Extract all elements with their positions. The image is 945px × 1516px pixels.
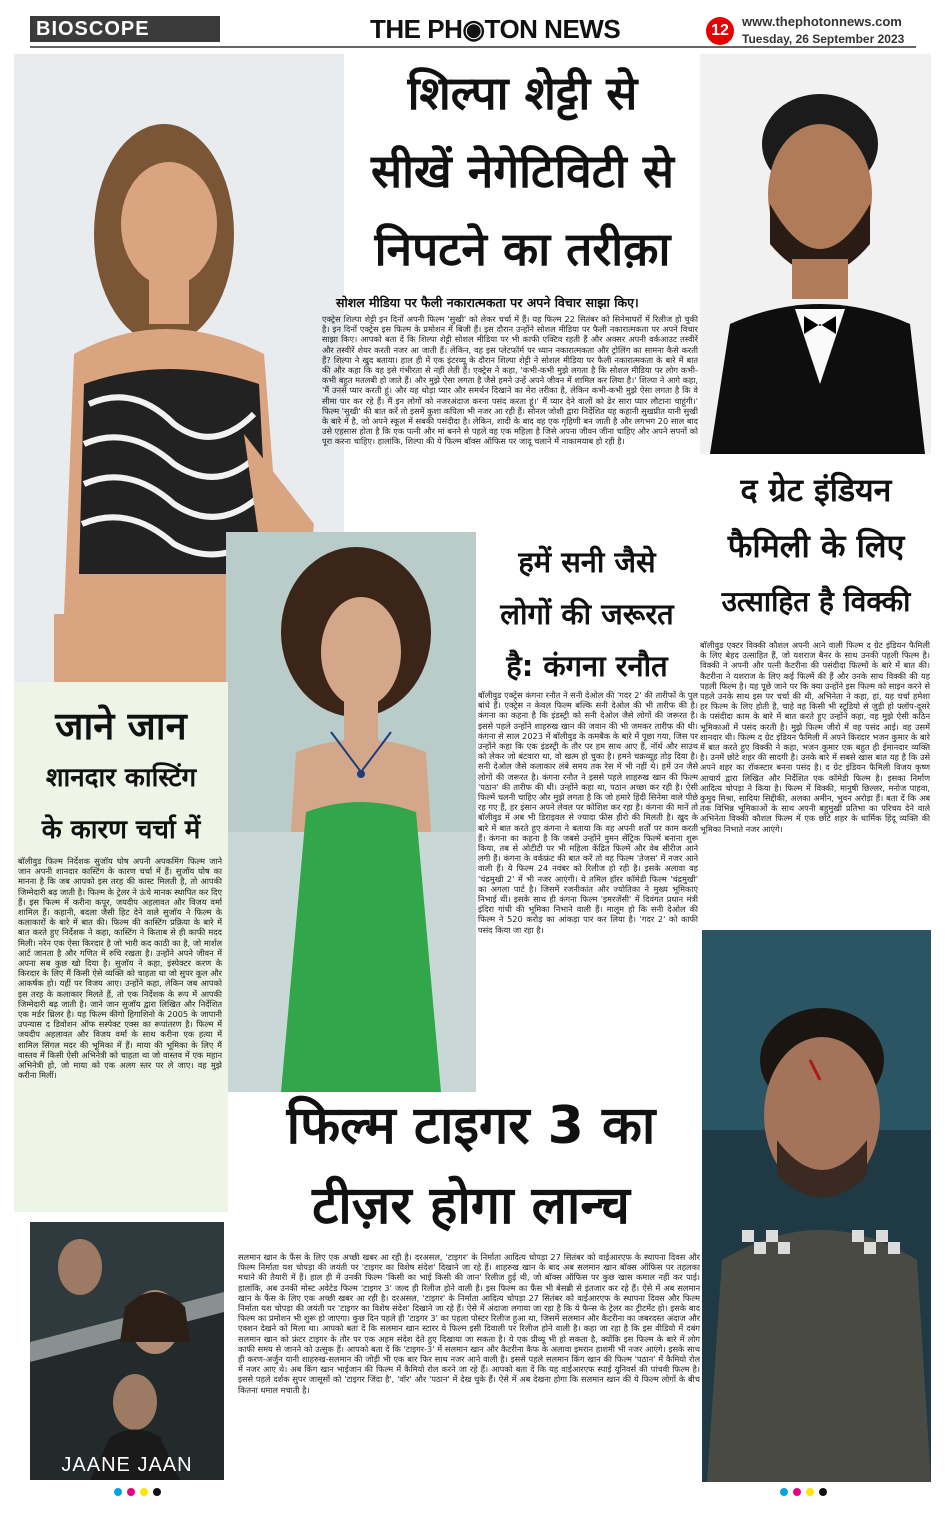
register-dot [127, 1488, 135, 1496]
print-register-right [780, 1488, 827, 1496]
jaane-jaan-headline [18, 700, 224, 856]
kangana-headline [476, 536, 698, 692]
jaane-jaan-headline-line-3: के कारण चर्चा में [41, 815, 201, 845]
salman-khan-photo [702, 930, 931, 1482]
newspaper-brand: THE PH◉TON NEWS [370, 14, 621, 44]
vicky-kaushal-photo [700, 54, 931, 454]
register-dot [793, 1488, 801, 1496]
section-label: BIOSCOPE [30, 16, 220, 42]
jaane-jaan-headline-line-1: जाने जान [55, 704, 187, 748]
register-dot [114, 1488, 122, 1496]
register-dot [153, 1488, 161, 1496]
kangana-body: बॉलीवुड एक्ट्रेस कंगना रनौत ने सनी देओल की 'गदर 2' की तारीफों के पुल बांधे हैं। एक्ट्रेस न केवल फिल्म बल्कि सनी देओल की भी तारीफ की है। कंगना का कहना है कि इंडस्ट्री को सनी देओल जैसे लोगों की जरूरत है। इससे पहले उन्होंने शाहरुख खान की जवान की भी जमकर तारीफ की थी। कंगना से साल 2023 में बॉलीवुड के कमबैक के बारे में पूछा गया, जिस पर उन्होंने कहा कि एक इंडस्ट्री के तौर पर हम साथ आए हैं, नॉर्थ और साउथ को लेकर जो बंटवारा था, वो खत्म हो चुका है। हमने चक्रव्यूह तोड़ दिया है। सनी देओल जैसे कलाकार लंबे समय तक रेस में भी नहीं थे। हमें उन जैसे लोगों की जरूरत है। कंगना रनौत ने इससे पहले शाहरुख खान की फिल्म 'पठान' की तारीफ की थी। उन्होंने कहा था, पठान अच्छा कर रही है। ऐसी फिल्में चलनी चाहिए और मुझे लगता है कि जो हमारे हिंदी सिनेमा वाले पीछे रह गए हैं, हर इंसान अपने लेवल पर कोशिश कर रहा है। कंगना की मानें तो बॉलीवुड में अब भी डिराइवल से ज्यादा फीस हीरो की मिलती है। खुद के बारे में बात करते हुए कंगना ने बताया कि वह अपनी शर्तों पर काम करती हैं। कंगना का कहना है कि जबसे उन्होंने वुमन सेंट्रिक फिल्में बनाना शुरू किया, तब से ओटीटी पर भी महिला केंद्रित फिल्में और वेब सीरीज आने लगी हैं। कंगना के वर्कफ्रंट की बात करें तो वह फिल्म 'तेजस' में नजर आने वाली हैं। ये फिल्म 24 नवंबर को रिलीज हो रही है। इसके अलावा वह 'चंद्रमुखी 2' में भी नजर आएंगी। ये तमिल हॉरर कॉमेडी फिल्म 'चंद्रमुखी' का अगला पार्ट है। जिसमें रजनीकांत और ज्योतिका ने मुख्य भूमिकाएं निभाई थीं। इसके साथ ही कंगना फिल्म 'इमरजेंसी' में दिवंगत प्रधान मंत्री इंदिरा गांधी की भूमिका निभाने वाली हैं। मालूम हो कि सनी देओल की फिल्म ने 520 करोड़ का आंकड़ा पार कर लिया है। 'गदर 2' को काफी पसंद किया जा रहा है। [478, 690, 698, 935]
shilpa-subhead: सोशल मीडिया पर फैली नकारात्मकता पर अपने विचार साझा किए। [336, 295, 639, 310]
tiger-headline [236, 1086, 706, 1246]
register-dot [140, 1488, 148, 1496]
shilpa-headline [350, 54, 695, 288]
jaane-jaan-headline-line-2: शानदार कास्टिंग [45, 763, 197, 793]
kangana-headline-line-3: है: कंगना रनौत [506, 649, 668, 683]
tiger-headline-line-2: टीज़र होगा लान्च [312, 1176, 630, 1236]
page-number-badge: 12 [706, 17, 734, 45]
website-link[interactable]: www.thephotonnews.com [742, 14, 902, 29]
register-dot [806, 1488, 814, 1496]
vicky-headline-line-1: द ग्रेट इंडियन [740, 471, 892, 509]
shilpa-headline-line-2: सीखें नेगेटिविटी से [371, 144, 674, 198]
print-register-left [114, 1488, 161, 1496]
jaane-jaan-body: बॉलीवुड फिल्म निर्देशक सुजॉय घोष अपनी अपकमिंग फिल्म जाने जान अपनी शानदार कास्टिंग के कारण चर्चा में हैं। सुजॉय घोष का मानना है कि जब आपको इस तरह की कास्ट मिलती है, तो आपकी जिम्मेदारी बढ़ जाती है। फिल्म के ट्रेलर ने ऊंचे मानक स्थापित कर दिए हैं। इस फिल्म में करीना कपूर, जयदीप अहलावत और विजय वर्मा शामिल हैं। कहानी, बदला जैसी हिट देने वाले सुजॉय ने फिल्म के कलाकारों के बारे में बात की। फिल्म की कास्टिंग प्रक्रिया के बारे में बात करते हुए निर्देशक ने कहा, कास्टिंग ने किताब से ही काफी मदद मिली। नरेन एक ऐसा किरदार है जो भारी कद काठी का है, जो मार्शल आर्ट जानता है और गणित में रुचि रखता है। उन्होंने अपने जीवन में अपना सब कुछ खो दिया है। सुजॉय ने कहा, इंस्पेक्टर करण के किरदार के लिए मैं किसी ऐसे व्यक्ति को चाहता था जो सुपर कूल और आकर्षक हो। यहीं पर विजय आए। उन्होंने कहा, लेकिन जब आपको इस तरह के कलाकार मिलते हैं, तो एक निर्देशक के रूप में आपकी जिम्मेदारी बढ़ जाती है। जाने जान सुजॉय द्वारा लिखित और निर्देशित एक मर्डर थ्रिलर है। यह फिल्म कीगो हिगाशिनो के 2005 के जापानी उपन्यास द डिवोशन ऑफ सस्पेक्ट एक्स का रूपांतरण है। फिल्म में जयदीप अहलावत और विजय वर्मा के साथ करीना एक हत्या में शामिल सिंगल मदर की भूमिका में हैं। माया की भूमिका के लिए मैं वास्तव में किसी ऐसी अभिनेत्री को चाहता था जो वास्तव में एक महान अभिनेत्री हो, जो माया को एक अलग स्तर पर ले जाए। वह मुझे करीना मिलीं। [18, 856, 222, 1081]
vicky-body: बॉलीवुड एक्टर विक्की कौशल अपनी आने वाली फिल्म द ग्रेट इंडियन फैमिली के लिए बेहद उत्साहित हैं, जो यशराज बैनर के साथ उनकी पहली फिल्म है। विक्की ने अपनी और पत्नी कैटरीना की पसंदीदा फिल्मों के बारे में बात की। कैटरीना ने यशराज के लिए कई फिल्में की हैं और उनके साथ विक्की की यह पहली फिल्म है। यह पूछे जाने पर कि क्या उन्होंने इस फिल्म को साइन करने से पहले उनके साथ इस पर चर्चा की थी, अभिनेता ने कहा, हां, यह चर्चा हमेशा हर फिल्म के लिए होती है, चाहे वह किसी भी स्टूडियो से जुड़ी हो फ्लॉप-दूसरे के पसंदीदा काम के बारे में बात करते हुए उन्होंने कहा, वह मुझे ऐसी कठिन भूमिकाओं में पसंद करती है। मुझे फिल्म जीरो में वह पसंद आई। वह उसमें शानदार थी। फिल्म द ग्रेट इंडियन फैमिली में अपने किरदार भजन कुमार के बारे में बात करते हुए विक्की ने कहा, भजन कुमार एक बहुत ही ईमानदार व्यक्ति है। उनमें छोटे शहर की सादगी है। उनके बारे में सबसे खास बात यह है कि उसे अपने शहर का रॉकस्टार बनना पसंद है। द ग्रेट इंडियन फैमिली विजय कृष्ण आचार्य द्वारा लिखित और निर्देशित एक कॉमेडी फिल्म है। इसका निर्माण आदित्य चोपड़ा ने किया है। फिल्म में विक्की, मानुषी छिल्लर, मनोज पाहवा, कुमुद मिश्रा, सादिया सिद्दीकी, अलका अमीन, भुवन अरोड़ा हैं। बता दें कि अब तक विभिन्न भूमिकाओं के साथ अपनी बहुमुखी प्रतिभा का परिचय देने वाले अभिनेता विक्की कौशल फिल्म में एक छोटे शहर के धार्मिक हिंदू व्यक्ति की भूमिका निभाते नजर आएंगे। [700, 640, 930, 834]
shilpa-headline-line-1: शिल्पा शेट्टी से [407, 66, 638, 120]
kangana-headline-line-2: लोगों की जरूरत [500, 597, 674, 631]
tiger-headline-line-1: फिल्म टाइगर 3 का [286, 1096, 656, 1156]
vicky-headline-line-2: फैमिली के लिए [727, 527, 905, 565]
shilpa-headline-line-3: निपटने का तरीक़ा [374, 222, 671, 276]
vicky-headline-line-3: उत्साहित है विक्की [721, 585, 911, 618]
kangana-ranaut-photo [226, 532, 476, 1092]
issue-date: Tuesday, 26 September 2023 [742, 32, 905, 46]
jaane-jaan-poster-title: JAANE JAAN [61, 1454, 193, 1476]
tiger-body: सलमान खान के फैंस के लिए एक अच्छी खबर आ रही है। दरअसल, 'टाइगर' के निर्माता आदित्य चोपड़ा 27 सितंबर को वाईआरएफ के स्थापना दिवस और फिल्म निर्माता यश चोपड़ा की जयंती पर 'टाइगर का विशेष संदेश' दिखाने जा रहे हैं। शाहरुख खान के बाद अब सलमान खान बॉक्स ऑफिस पर तहलका मचाने की तैयारी में हैं। हाल ही में उनकी फिल्म 'किसी का भाई किसी की जान' रिलीज हुई थी, जो बॉक्स ऑफिस पर कुछ खास कमाल नहीं कर पाई। हालांकि, अब उनकी मोस्ट अवेटेड फिल्म 'टाइगर 3' जल्द ही रिलीज होने वाली है। इस फिल्म का फैंस भी बेसब्री से इंतजार कर रहे हैं। ऐसे में अब सलमान खान के फैंस के लिए एक अच्छी खबर आ रही है। दरअसल, 'टाइगर' के निर्माता आदित्य चोपड़ा 27 सितंबर को वाईआरएफ के स्थापना दिवस और फिल्म निर्माता यश चोपड़ा की जयंती पर 'टाइगर का विशेष संदेश' दिखाने जा रहे हैं। ऐसे में अंदाजा लगाया जा रहा है कि ये फैन्स के ट्रेलर का ट्रीटमेंट हो। इसके बाद फिल्म का प्रमोशन भी शुरू हो जाएगा। कुछ दिन पहले ही 'टाइगर 3' का पहला पोस्टर रिलीज हुआ था, जिसमें सलमान और कैटरीना का जबरदस्त अंदाज और एक्शन देखने को मिला था। आपको बता दें कि सलमान खान स्टारर ये फिल्म इसी दिवाली पर रिलीज होने वाली है। कहा जा रहा है कि इस वीडियो में दबंग सलमान खान को फ्रंटर टाइगर के तौर पर एक अहम संदेश देते हुए दिखाया जा सकता है। ये एक प्रीव्यू भी हो सकता है, क्योंकि इस फिल्म के बारे में लोग काफी समय से जानने को उत्सुक हैं। आपको बता दें कि 'टाइगर-3' में सलमान खान और कैटरीना कैफ के अलावा इमरान हाशमी भी नजर आएंगे। इसके साथ ही करण-अर्जुन यानी शाहरुख-सलमान की जोड़ी भी एक बार फिर साथ नजर आने वाली है। इससे पहले सलमान किंग खान की फिल्म 'पठान' में कैमियो रोल में नजर आए थे। अब किंग खान भाईजान की फिल्म में कैमियो रोल करने जा रहे हैं। आपको बता दें कि यह वाईआरएफ स्पाई यूनिवर्स की पांचवी फिल्म है। इससे पहले दर्शक सुपर जासूसों को 'टाइगर जिंदा है', 'वॉर' और 'पठान' में देख चुके हैं। ऐसे में अब देखना होगा कि सलमान खान की ये फिल्म लोगों के बीच कितना धमाल मचाती है। [238, 1252, 700, 1395]
header-rule [30, 46, 916, 48]
kangana-headline-line-1: हमें सनी जैसे [518, 545, 656, 579]
jaane-jaan-poster [30, 1222, 224, 1480]
register-dot [819, 1488, 827, 1496]
vicky-headline [703, 462, 929, 630]
shilpa-body: एक्ट्रेस शिल्पा शेट्टी इन दिनों अपनी फिल्म 'सुखी' को लेकर चर्चा में हैं। यह फिल्म 22 सितंबर को सिनेमाघरों में रिलीज हो चुकी है। इन दिनों एक्ट्रेस इस फिल्म के प्रमोशन में बिजी हैं। इस दौरान उन्होंने सोशल मीडिया पर फैली नकारात्मकता पर अपने विचार साझा किए। आपको बता दें कि शिल्पा शेट्टी सोशल मीडिया पर भी काफी एक्टिव रहती हैं और अक्सर अपनी वर्कआउट तस्वीरें और तस्वीरें शेयर करती नजर आ जाती हैं। लेकिन, वह इस प्लेटफॉर्म पर ध्यान नकारात्मकता और ट्रोलिंग का सामना कैसे करती हैं? शिल्पा ने खुद बताया। हाल ही में एक इंटरव्यू के दौरान शिल्पा शेट्टी ने सोशल मीडिया पर फैली नकारात्मकता के बारे में बात की और कहा कि वह इसे गंभीरता से नहीं लेती हैं। एक्ट्रेस ने कहा, 'कभी-कभी मुझे लगता है कि सोशल मीडिया पर लोग कभी-कभी बहुत मतलबी हो जाते हैं। और मुझे ऐसा लगता है जैसे हमने उन्हें अपने जीवन में शामिल कर लिया है।' शिल्पा ने आगे कहा, 'मैं उनसे प्यार करती हूं। और यह थोड़ा प्यार और समर्थन दिखाने का मेरा तरीका है, लेकिन कभी-कभी मुझे ऐसा लगता है कि वे सीमा पार कर रहे हैं। मैं इन लोगों को नजरअंदाज करना पसंद करता हूं।' मैं प्यार देने वालों को ढेर सारा प्यार लौटाना चाहूंगी।' फिल्म 'सुखी' की बात करें तो इसमें कुशा कपिला भी नजर आ रही हैं। सोनल जोशी द्वारा निर्देशित यह कहानी सुखप्रीत यानी सुखी के बारे में है, जो अपने स्कूल में सबकी पसंदीदा है। लेकिन, शादी के बाद वह एक गृहिणी बन जाती है और लगभग 20 साल बाद उसे एहसास होता है कि एक पत्नी और मां बनने से पहले वह एक महिला है जिसे अपना जीवन जीना चाहिए और अपने सपनों को पूरा करना चाहिए। हालांकि, शिल्पा की ये फिल्म बॉक्स ऑफिस पर जादू चलाने में नाकामयाब हो रही है। [322, 314, 698, 447]
register-dot [780, 1488, 788, 1496]
